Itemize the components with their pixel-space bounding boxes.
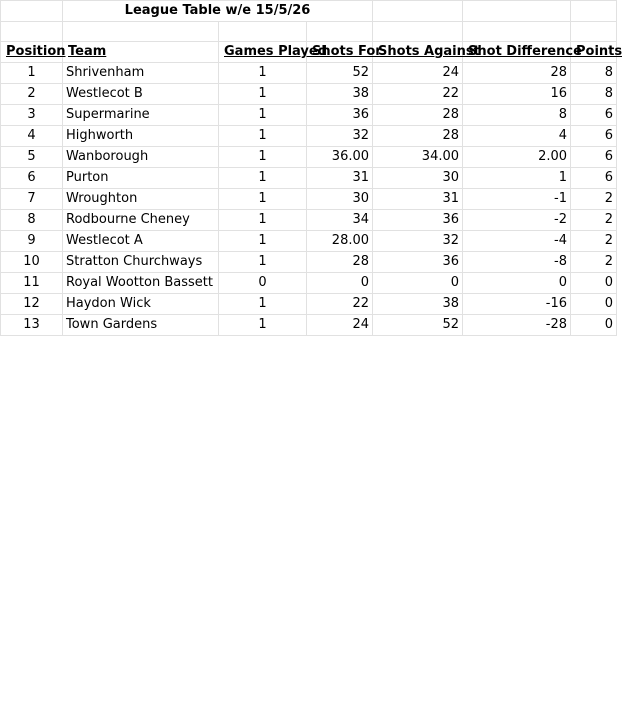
team-cell[interactable]: Haydon Wick [63,294,219,315]
table-row [1,273,617,294]
shots-for-cell[interactable]: 52 [307,63,373,84]
shot-difference-cell[interactable]: -4 [463,231,571,252]
shots-against-cell[interactable]: 28 [373,126,463,147]
shots-against-cell[interactable]: 0 [373,273,463,294]
shots-against-cell[interactable]: 52 [373,315,463,336]
shot-difference-cell[interactable]: 1 [463,168,571,189]
shots-for-cell[interactable]: 22 [307,294,373,315]
table-row [1,105,617,126]
points-cell[interactable]: 0 [571,273,617,294]
header-shot-difference[interactable]: Shot Difference [463,42,571,63]
team-cell[interactable]: Supermarine [63,105,219,126]
header-shots-against[interactable]: Shots Against [373,42,463,63]
shots-against-cell[interactable]: 36 [373,210,463,231]
team-cell[interactable]: Westlecot B [63,84,219,105]
shot-difference-cell[interactable]: -1 [463,189,571,210]
cell[interactable] [463,22,571,42]
team-cell[interactable]: Stratton Churchways [63,252,219,273]
shots-against-cell[interactable]: 24 [373,63,463,84]
shots-for-cell[interactable]: 31 [307,168,373,189]
shots-against-cell[interactable]: 34.00 [373,147,463,168]
table-row [1,63,617,84]
games-played-cell[interactable]: 1 [219,63,307,84]
team-cell[interactable]: Wanborough [63,147,219,168]
points-cell[interactable]: 8 [571,84,617,105]
shots-against-cell[interactable]: 38 [373,294,463,315]
shots-for-cell[interactable]: 24 [307,315,373,336]
cell[interactable] [571,22,617,42]
shots-against-cell[interactable]: 28 [373,105,463,126]
shot-difference-cell[interactable]: 8 [463,105,571,126]
shots-against-cell[interactable]: 32 [373,231,463,252]
table-row [1,126,617,147]
shot-difference-cell[interactable]: 4 [463,126,571,147]
cell[interactable] [373,22,463,42]
table-row [1,252,617,273]
games-played-cell[interactable]: 1 [219,147,307,168]
table-title[interactable]: League Table w/e 15/5/26 [63,1,373,22]
position-cell[interactable]: 7 [1,189,63,210]
table-row [1,231,617,252]
table-row [1,210,617,231]
cell[interactable] [463,1,571,22]
games-played-cell[interactable]: 1 [219,231,307,252]
shots-against-cell[interactable]: 31 [373,189,463,210]
table-row [1,147,617,168]
cell[interactable] [1,1,63,22]
games-played-cell[interactable]: 1 [219,315,307,336]
shots-for-cell[interactable]: 36.00 [307,147,373,168]
games-played-cell[interactable]: 1 [219,294,307,315]
team-cell[interactable]: Town Gardens [63,315,219,336]
table-row [1,189,617,210]
position-cell[interactable]: 13 [1,315,63,336]
shots-for-cell[interactable]: 38 [307,84,373,105]
header-shots-for[interactable]: Shots For [307,42,373,63]
games-played-cell[interactable]: 1 [219,168,307,189]
shot-difference-cell[interactable]: -8 [463,252,571,273]
position-cell[interactable]: 3 [1,105,63,126]
position-cell[interactable]: 10 [1,252,63,273]
position-cell[interactable]: 1 [1,63,63,84]
shots-against-cell[interactable]: 22 [373,84,463,105]
shot-difference-cell[interactable]: 2.00 [463,147,571,168]
shots-for-cell[interactable]: 28 [307,252,373,273]
team-cell[interactable]: Purton [63,168,219,189]
points-cell[interactable]: 6 [571,147,617,168]
games-played-cell[interactable]: 1 [219,210,307,231]
games-played-cell[interactable]: 1 [219,105,307,126]
shot-difference-cell[interactable]: 16 [463,84,571,105]
games-played-cell[interactable]: 0 [219,273,307,294]
points-cell[interactable]: 0 [571,315,617,336]
games-played-cell[interactable]: 1 [219,126,307,147]
league-table [0,0,622,336]
points-cell[interactable]: 2 [571,231,617,252]
header-games-played[interactable]: Games Played [219,42,307,63]
shots-for-cell[interactable]: 32 [307,126,373,147]
team-cell[interactable]: Westlecot A [63,231,219,252]
team-cell[interactable]: Shrivenham [63,63,219,84]
cell[interactable] [1,22,63,42]
shot-difference-cell[interactable]: 0 [463,273,571,294]
points-cell[interactable]: 2 [571,189,617,210]
position-cell[interactable]: 2 [1,84,63,105]
shots-for-cell[interactable]: 28.00 [307,231,373,252]
shots-for-cell[interactable]: 0 [307,273,373,294]
table-row [1,84,617,105]
games-played-cell[interactable]: 1 [219,84,307,105]
table-row [1,294,617,315]
position-cell[interactable]: 8 [1,210,63,231]
table-row [1,168,617,189]
points-cell[interactable]: 6 [571,168,617,189]
shot-difference-cell[interactable]: -16 [463,294,571,315]
header-row [1,42,617,63]
games-played-cell[interactable]: 1 [219,252,307,273]
position-cell[interactable]: 4 [1,126,63,147]
shot-difference-cell[interactable]: -2 [463,210,571,231]
table-row [1,315,617,336]
points-cell[interactable]: 8 [571,63,617,84]
team-cell[interactable]: Highworth [63,126,219,147]
points-cell[interactable]: 6 [571,105,617,126]
position-cell[interactable]: 6 [1,168,63,189]
points-cell[interactable]: 0 [571,294,617,315]
shots-against-cell[interactable]: 30 [373,168,463,189]
header-team[interactable]: Team [63,42,219,63]
shot-difference-cell[interactable]: 28 [463,63,571,84]
shots-for-cell[interactable]: 34 [307,210,373,231]
blank-row [1,22,617,42]
team-cell[interactable]: Rodbourne Cheney [63,210,219,231]
position-cell[interactable]: 12 [1,294,63,315]
team-cell[interactable]: Royal Wootton Bassett [63,273,219,294]
position-cell[interactable]: 9 [1,231,63,252]
cell[interactable] [373,1,463,22]
cell[interactable] [219,22,307,42]
shots-for-cell[interactable]: 30 [307,189,373,210]
cell[interactable] [63,22,219,42]
points-cell[interactable]: 2 [571,210,617,231]
cell[interactable] [571,1,617,22]
title-row [1,1,617,22]
shots-against-cell[interactable]: 36 [373,252,463,273]
position-cell[interactable]: 5 [1,147,63,168]
cell[interactable] [307,22,373,42]
shot-difference-cell[interactable]: -28 [463,315,571,336]
header-position[interactable]: Position [1,42,63,63]
header-points[interactable]: Points [571,42,617,63]
team-cell[interactable]: Wroughton [63,189,219,210]
shots-for-cell[interactable]: 36 [307,105,373,126]
position-cell[interactable]: 11 [1,273,63,294]
points-cell[interactable]: 6 [571,126,617,147]
games-played-cell[interactable]: 1 [219,189,307,210]
points-cell[interactable]: 2 [571,252,617,273]
